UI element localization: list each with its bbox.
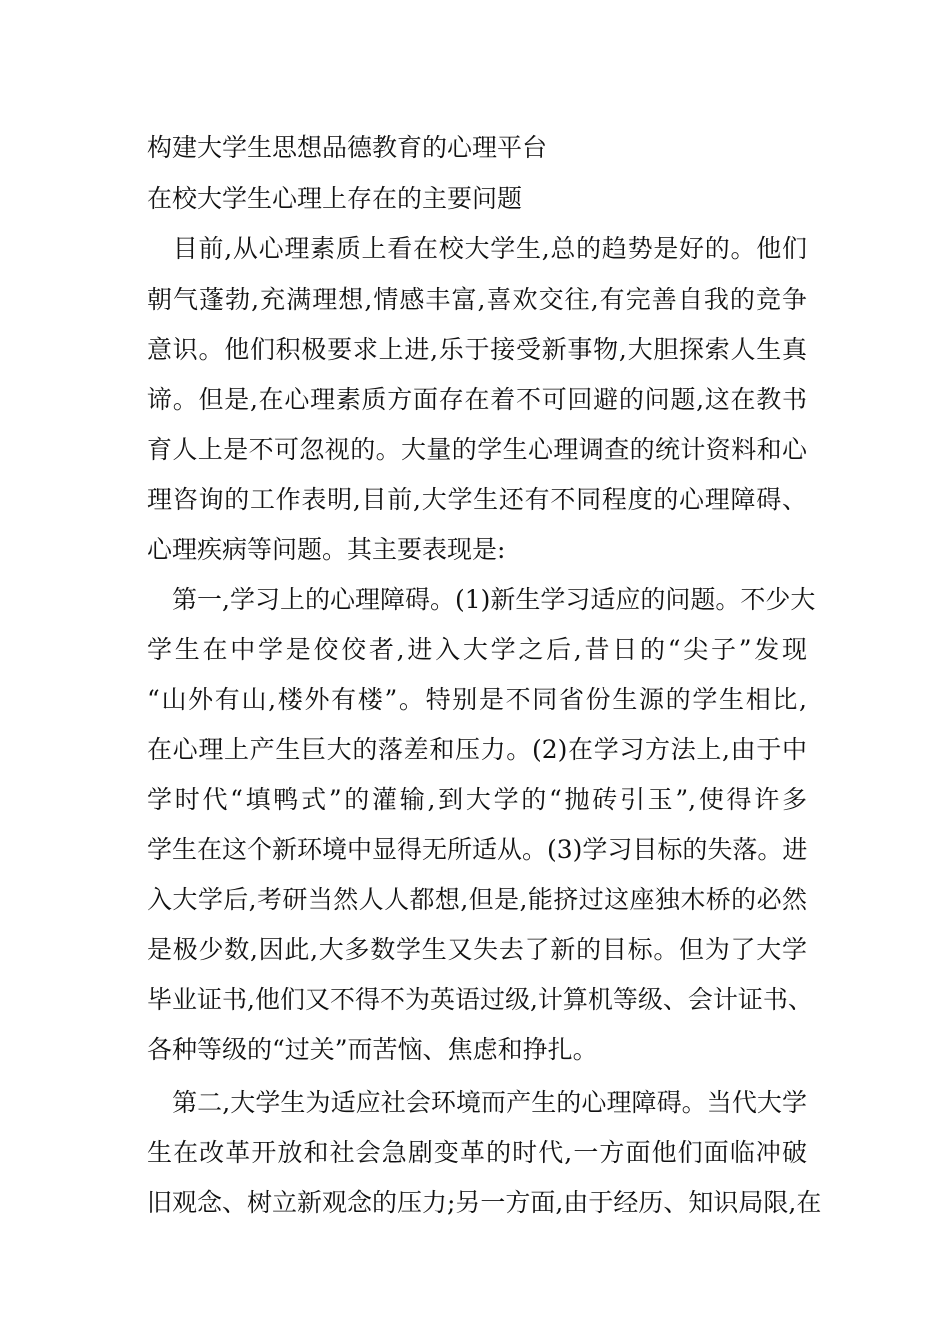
text-line: 谛。但是,在心理素质方面存在着不可回避的问题,这在教书 xyxy=(147,385,807,414)
text-line: 学生在中学是佼佼者,进入大学之后,昔日的“尖子”发现 xyxy=(147,635,807,664)
document-title: 构建大学生思想品德教育的心理平台 xyxy=(147,133,548,162)
text-line: 第二,大学生为适应社会环境而产生的心理障碍。当代大学 xyxy=(147,1088,807,1117)
text-line: 毕业证书,他们又不得不为英语过级,计算机等级、会计证书、 xyxy=(147,985,813,1014)
text-line: 在心理上产生巨大的落差和压力。(2)在学习方法上,由于中 xyxy=(147,735,807,764)
section-heading: 在校大学生心理上存在的主要问题 xyxy=(147,184,523,213)
text-line: 理咨询的工作表明,目前,大学生还有不同程度的心理障碍、 xyxy=(147,485,807,514)
text-line: 是极少数,因此,大多数学生又失去了新的目标。但为了大学 xyxy=(147,935,807,964)
text-line: 旧观念、树立新观念的压力;另一方面,由于经历、知识局限,在 xyxy=(147,1188,822,1217)
text-line: 第一,学习上的心理障碍。(1)新生学习适应的问题。不少大 xyxy=(147,585,816,614)
text-line: 目前,从心理素质上看在校大学生,总的趋势是好的。他们 xyxy=(147,234,807,263)
text-line: 意识。他们积极要求上进,乐于接受新事物,大胆探索人生真 xyxy=(147,335,807,364)
text-line: “山外有山,楼外有楼”。特别是不同省份生源的学生相比, xyxy=(147,685,807,714)
text-line: 入大学后,考研当然人人都想,但是,能挤过这座独木桥的必然 xyxy=(147,885,807,914)
text-line: 各种等级的“过关”而苦恼、焦虑和挣扎。 xyxy=(147,1035,598,1064)
text-line: 朝气蓬勃,充满理想,情感丰富,喜欢交往,有完善自我的竞争 xyxy=(147,285,807,314)
text-line: 生在改革开放和社会急剧变革的时代,一方面他们面临冲破 xyxy=(147,1138,807,1167)
text-line: 育人上是不可忽视的。大量的学生心理调查的统计资料和心 xyxy=(147,435,807,464)
text-line: 学时代“填鸭式”的灌输,到大学的“抛砖引玉”,使得许多 xyxy=(147,785,807,814)
text-line: 学生在这个新环境中显得无所适从。(3)学习目标的失落。进 xyxy=(147,835,808,864)
text-line: 心理疾病等问题。其主要表现是: xyxy=(147,535,506,564)
